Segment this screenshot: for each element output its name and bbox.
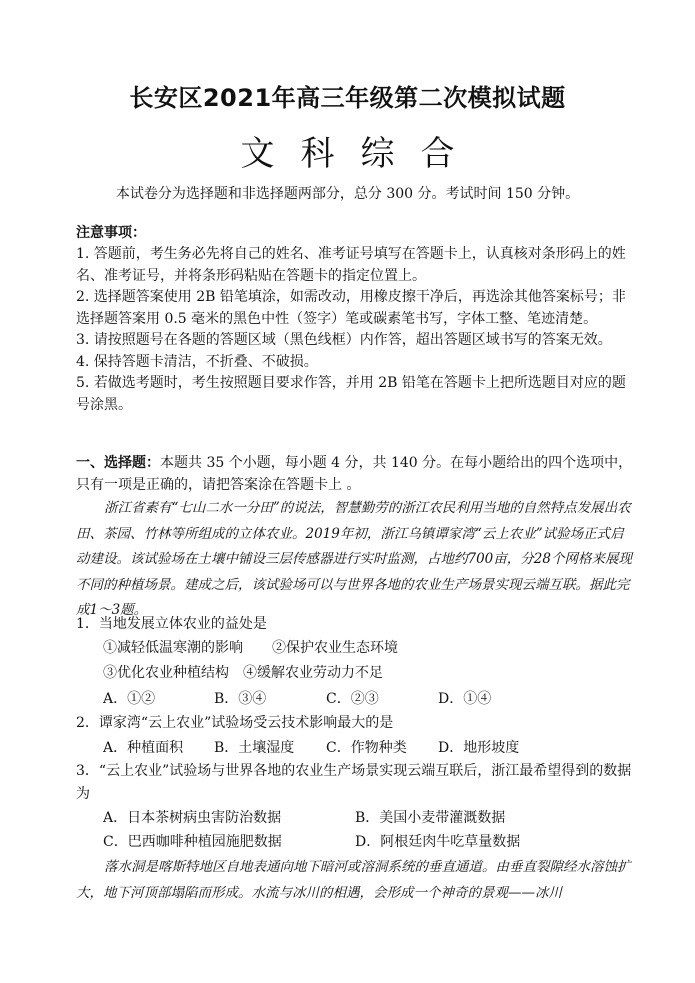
question-2-stem: 2．谭家湾“云上农业”试验场受云技术影响最大的是 xyxy=(76,715,394,731)
section-label: 一、选择题： xyxy=(76,455,160,471)
option-d: D．①④ xyxy=(438,691,492,707)
notes-heading: 注意事项： xyxy=(76,225,146,241)
section-text: 本题共 35 个小题，每小题 4 分，共 140 分。在每小题给出的四个选项中，只有一项是正确的，请把答案涂在答题卡上 。 xyxy=(76,455,633,493)
option-a: A．种植面积 xyxy=(103,740,184,756)
option-c: C．作物种类 xyxy=(326,740,407,756)
option-b: B．土壤湿度 xyxy=(214,740,295,756)
statement-2: ②保护农业生态环境 xyxy=(272,640,398,656)
option-a: A．①② xyxy=(103,691,156,707)
reading-passage: 浙江省素有“七山二水一分田”的说法，智慧勤劳的浙江农民利用当地的自然特点发展出农田、茶园、竹林等所组成的立体农业。2019年初，浙江乌镇谭家湾“云上农业”试验场正式启动建设。该试验场在土壤中铺设三层传感器进行实时监测，占地约700亩，分28个网格来展现不同的种植场景。建成之后，该试验场可以与世界各地的农业生产场景实现云端互联。据此完成1～3题。 xyxy=(76,500,632,618)
note-item: 5. 若做选考题时，考生按照题目要求作答，并用 2B 铅笔在答题卡上把所选题目对应的题号涂黑。 xyxy=(76,375,626,413)
option-c: C．②③ xyxy=(326,691,379,707)
exam-intro: 本试卷分为选择题和非选择题两部分，总分 300 分。考试时间 150 分钟。 xyxy=(115,186,580,202)
question-1-stem: 1．当地发展立体农业的益处是 xyxy=(76,616,267,632)
statement-3: ③优化农业种植结构 xyxy=(103,665,229,681)
subject-title: 文科综合 xyxy=(240,134,481,174)
option-d: D．阿根廷肉牛吃草量数据 xyxy=(355,834,521,850)
option-a: A．日本茶树病虫害防治数据 xyxy=(103,810,282,826)
note-item: 1. 答题前，考生务必先将自己的姓名、准考证号填写在答题卡上，认真核对条形码上的姓名、准考证号，并将条形码粘贴在答题卡的指定位置上。 xyxy=(76,246,626,284)
note-item: 4. 保持答题卡清洁，不折叠、不破损。 xyxy=(76,353,318,370)
option-b: B．美国小麦带灌溉数据 xyxy=(355,810,506,826)
option-b: B．③④ xyxy=(214,691,267,707)
note-item: 2. 选择题答案使用 2B 铅笔填涂，如需改动，用橡皮擦干净后，再选涂其他答案标号；非选择题答案用 0.5 毫米的黑色中性（签字）笔或碳素笔书写，字体工整、笔迹清楚。 xyxy=(76,289,626,327)
option-d: D．地形坡度 xyxy=(438,740,520,756)
option-c: C．巴西咖啡种植园施肥数据 xyxy=(103,834,282,850)
section-heading xyxy=(76,452,636,496)
note-item: 3. 请按照题号在各题的答题区域（黑色线框）内作答，超出答题区域书写的答案无效。 xyxy=(76,332,612,348)
statement-4: ④缓解农业劳动力不足 xyxy=(243,665,383,681)
question-3-stem: 3．“云上农业”试验场与世界各地的农业生产场景实现云端互联后，浙江最希望得到的数据为 xyxy=(76,763,632,802)
reading-passage-2: 落水洞是喀斯特地区自地表通向地下暗河或溶洞系统的垂直通道。由垂直裂隙经水溶蚀扩大，地下河顶部塌陷而形成。水流与冰川的相遇，会形成一个神奇的景观——冰川 xyxy=(76,859,631,901)
notes-list xyxy=(76,244,636,416)
statement-1: ①减轻低温寒潮的影响 xyxy=(103,640,243,656)
exam-title: 长安区2021年高三年级第二次模拟试题 xyxy=(129,84,566,112)
